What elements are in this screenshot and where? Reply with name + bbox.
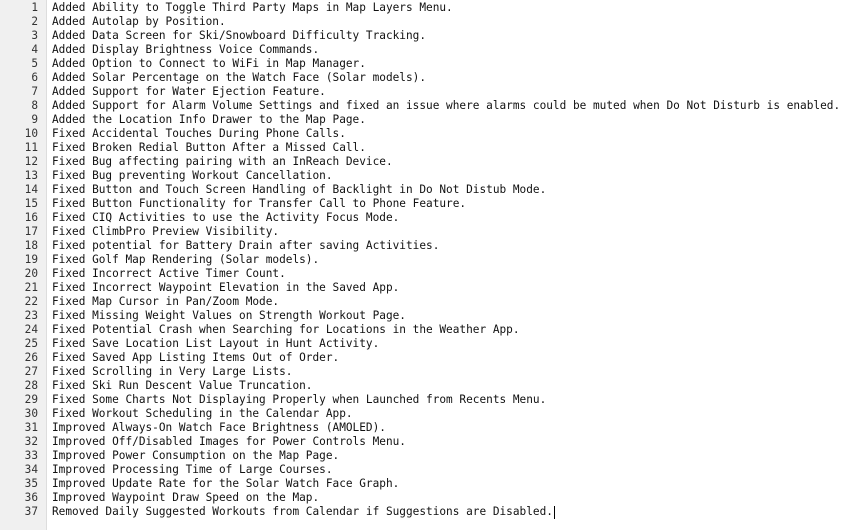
editor-line[interactable]: [0, 351, 841, 365]
editor-line[interactable]: [0, 421, 841, 435]
line-text[interactable]: Fixed Incorrect Waypoint Elevation in the Saved App.: [52, 281, 400, 294]
editor-line[interactable]: [0, 127, 841, 141]
line-number: 25: [24, 337, 38, 350]
line-number: 19: [24, 253, 38, 266]
editor-lines[interactable]: [0, 1, 841, 519]
line-number: 26: [24, 351, 38, 364]
line-text[interactable]: Added Autolap by Position.: [52, 15, 226, 28]
line-text[interactable]: Fixed Save Location List Layout in Hunt Activity.: [52, 337, 380, 350]
editor-line[interactable]: [0, 365, 841, 379]
line-number: 8: [31, 99, 38, 112]
line-number: 34: [24, 463, 38, 476]
editor-line[interactable]: [0, 155, 841, 169]
line-text[interactable]: Fixed Broken Redial Button After a Missed Call.: [52, 141, 366, 154]
line-number: 18: [24, 239, 38, 252]
editor-line[interactable]: [0, 477, 841, 491]
editor-line[interactable]: [0, 71, 841, 85]
line-text[interactable]: Added Solar Percentage on the Watch Face (Solar models).: [52, 71, 427, 84]
editor-line[interactable]: [0, 211, 841, 225]
editor-line[interactable]: [0, 491, 841, 505]
editor-line[interactable]: [0, 281, 841, 295]
line-number: 10: [24, 127, 38, 140]
line-text[interactable]: Fixed Scrolling in Very Large Lists.: [52, 365, 293, 378]
editor-line[interactable]: [0, 43, 841, 57]
line-number: 6: [31, 71, 38, 84]
line-text[interactable]: Fixed ClimbPro Preview Visibility.: [52, 225, 280, 238]
line-number: 24: [24, 323, 38, 336]
editor-line[interactable]: [0, 197, 841, 211]
line-text[interactable]: Fixed Incorrect Active Timer Count.: [52, 267, 286, 280]
line-number: 29: [24, 393, 38, 406]
editor-line[interactable]: [0, 1, 841, 15]
line-text[interactable]: Improved Processing Time of Large Courses.: [52, 463, 333, 476]
editor-line[interactable]: [0, 407, 841, 421]
line-number: 1: [31, 1, 38, 14]
editor-line[interactable]: [0, 449, 841, 463]
editor-line[interactable]: [0, 463, 841, 477]
line-text[interactable]: Added Data Screen for Ski/Snowboard Difficulty Tracking.: [52, 29, 427, 42]
editor-line[interactable]: [0, 505, 841, 519]
editor-line[interactable]: [0, 323, 841, 337]
line-text[interactable]: Fixed Bug affecting pairing with an InReach Device.: [52, 155, 393, 168]
line-number: 35: [24, 477, 38, 490]
line-text[interactable]: Added Support for Alarm Volume Settings and fixed an issue where alarms could be muted when Do Not Disturb is enabled.: [52, 99, 841, 112]
line-text[interactable]: Fixed Missing Weight Values on Strength Workout Page.: [52, 309, 406, 322]
editor-line[interactable]: [0, 435, 841, 449]
line-text[interactable]: Improved Waypoint Draw Speed on the Map.: [52, 491, 320, 504]
line-number: 23: [24, 309, 38, 322]
editor-line[interactable]: [0, 99, 841, 113]
editor-line[interactable]: [0, 57, 841, 71]
line-text[interactable]: Fixed Some Charts Not Displaying Properly when Launched from Recents Menu.: [52, 393, 547, 406]
line-number: 7: [31, 85, 38, 98]
line-text[interactable]: Fixed Saved App Listing Items Out of Order.: [52, 351, 340, 364]
line-text[interactable]: Fixed Button and Touch Screen Handling of Backlight in Do Not Distub Mode.: [52, 183, 547, 196]
line-number: 4: [31, 43, 38, 56]
editor-line[interactable]: [0, 29, 841, 43]
line-text[interactable]: Fixed Ski Run Descent Value Truncation.: [52, 379, 313, 392]
editor-line[interactable]: [0, 85, 841, 99]
editor-line[interactable]: [0, 239, 841, 253]
line-number: 3: [31, 29, 38, 42]
line-text[interactable]: Improved Always-On Watch Face Brightness (AMOLED).: [52, 421, 386, 434]
line-text[interactable]: Fixed Golf Map Rendering (Solar models).: [52, 253, 320, 266]
line-number: 33: [24, 449, 38, 462]
line-text[interactable]: Added Ability to Toggle Third Party Maps in Map Layers Menu.: [52, 1, 453, 14]
line-number: 27: [24, 365, 38, 378]
text-cursor: [554, 506, 555, 519]
line-number: 30: [24, 407, 38, 420]
editor-line[interactable]: [0, 379, 841, 393]
line-text[interactable]: Removed Daily Suggested Workouts from Calendar if Suggestions are Disabled.: [52, 505, 553, 518]
line-text[interactable]: Added Display Brightness Voice Commands.: [52, 43, 320, 56]
line-number: 20: [24, 267, 38, 280]
line-text[interactable]: Improved Update Rate for the Solar Watch Face Graph.: [52, 477, 400, 490]
line-number: 15: [24, 197, 38, 210]
line-number: 28: [24, 379, 38, 392]
line-number: 32: [24, 435, 38, 448]
editor-line[interactable]: [0, 113, 841, 127]
editor-line[interactable]: [0, 15, 841, 29]
line-number: 5: [31, 57, 38, 70]
line-text[interactable]: Fixed Potential Crash when Searching for Locations in the Weather App.: [52, 323, 520, 336]
line-text[interactable]: Fixed Workout Scheduling in the Calendar App.: [52, 407, 353, 420]
editor-line[interactable]: [0, 225, 841, 239]
line-number: 22: [24, 295, 38, 308]
line-number: 36: [24, 491, 38, 504]
editor-line[interactable]: [0, 295, 841, 309]
editor-line[interactable]: [0, 309, 841, 323]
line-number: 12: [24, 155, 38, 168]
line-number: 17: [24, 225, 38, 238]
line-text[interactable]: Fixed Map Cursor in Pan/Zoom Mode.: [52, 295, 280, 308]
editor-line[interactable]: [0, 183, 841, 197]
line-number: 13: [24, 169, 38, 182]
line-number: 11: [24, 141, 38, 154]
line-number: 37: [24, 505, 38, 518]
line-number: 2: [31, 15, 38, 28]
line-text[interactable]: Fixed Bug preventing Workout Cancellation.: [52, 169, 333, 182]
editor-line[interactable]: [0, 141, 841, 155]
line-number: 21: [24, 281, 38, 294]
line-number: 16: [24, 211, 38, 224]
editor-line[interactable]: [0, 393, 841, 407]
editor-line[interactable]: [0, 169, 841, 183]
line-text[interactable]: Fixed CIQ Activities to use the Activity Focus Mode.: [52, 211, 400, 224]
line-number: 14: [24, 183, 38, 196]
line-text[interactable]: Improved Power Consumption on the Map Page.: [52, 449, 340, 462]
line-number: 9: [31, 113, 38, 126]
line-text[interactable]: Fixed potential for Battery Drain after saving Activities.: [52, 239, 440, 252]
line-text[interactable]: Added Option to Connect to WiFi in Map Manager.: [52, 57, 366, 70]
line-text[interactable]: Fixed Button Functionality for Transfer Call to Phone Feature.: [52, 197, 467, 210]
line-text[interactable]: Fixed Accidental Touches During Phone Calls.: [52, 127, 346, 140]
editor-line[interactable]: [0, 337, 841, 351]
line-text[interactable]: Added Support for Water Ejection Feature.: [52, 85, 326, 98]
editor-line[interactable]: [0, 253, 841, 267]
line-number: 31: [24, 421, 38, 434]
line-text[interactable]: Improved Off/Disabled Images for Power Controls Menu.: [52, 435, 406, 448]
line-text[interactable]: Added the Location Info Drawer to the Map Page.: [52, 113, 366, 126]
editor-line[interactable]: [0, 267, 841, 281]
